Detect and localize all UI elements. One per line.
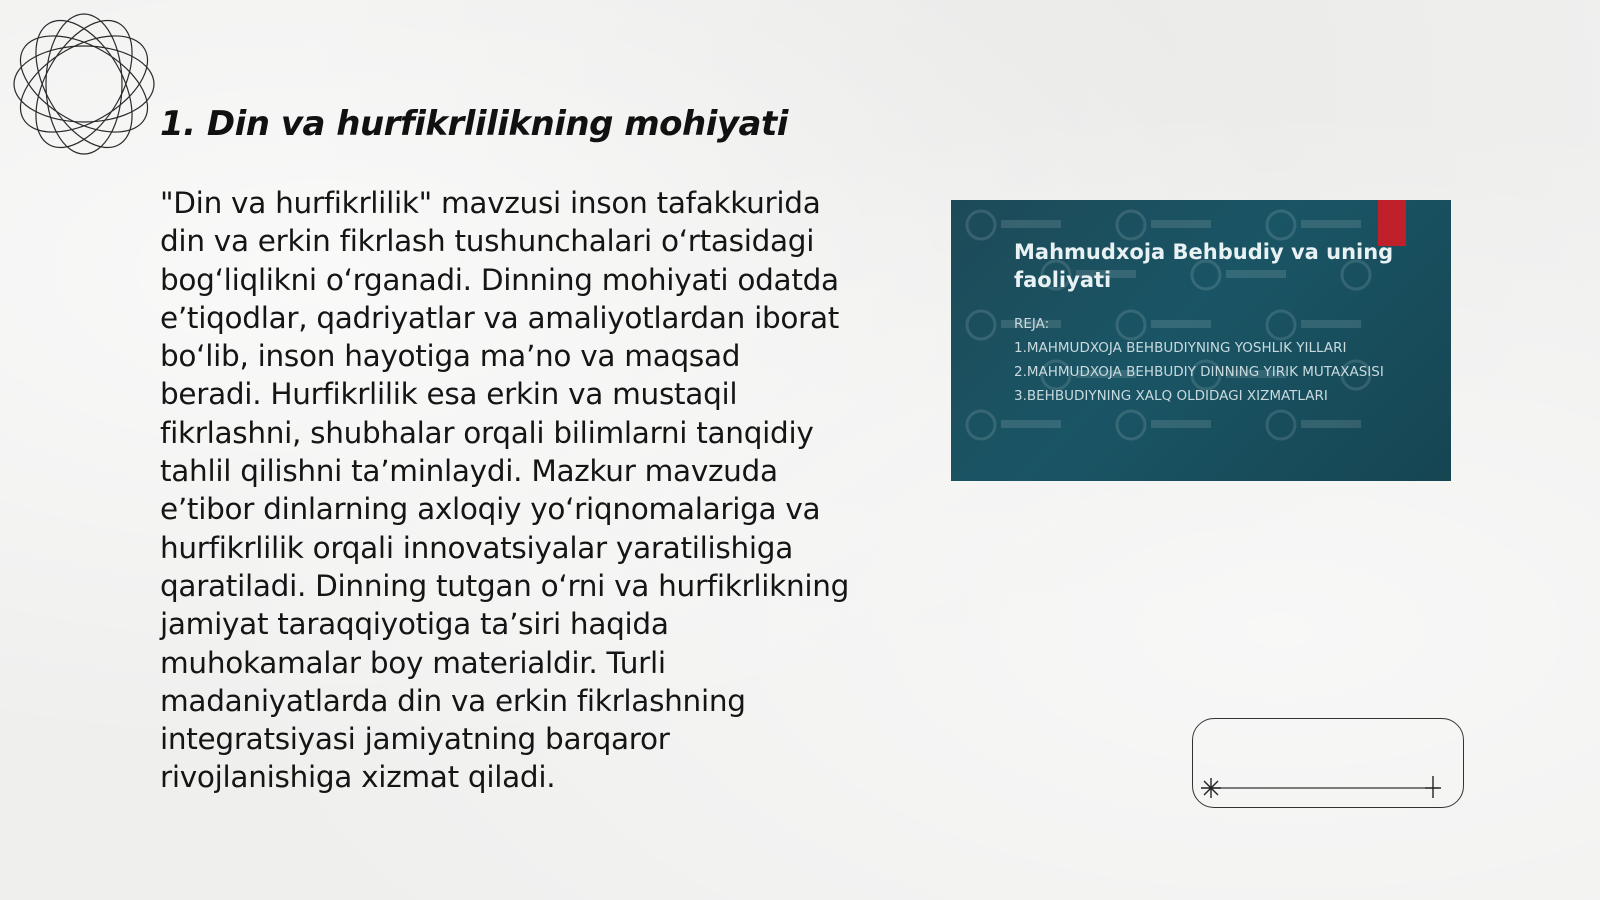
list-item: 2.MAHMUDXOJA BEHBUDIY DINNING YIRIK MUTAXASISI <box>1014 364 1384 380</box>
sparkle-icon <box>1201 778 1221 798</box>
list-item: 1.MAHMUDXOJA BEHBUDIYNING YOSHLIK YILLARI <box>1014 340 1347 356</box>
list-item: 3.BEHBUDIYNING XALQ OLDIDAGI XIZMATLARI <box>1014 388 1328 404</box>
circular-knot-icon <box>8 8 160 160</box>
embedded-slide-image <box>951 200 1451 481</box>
embedded-slide-list <box>1014 316 1394 412</box>
embedded-slide-title: Mahmudxoja Behbudiy va uning faoliyati <box>1014 240 1394 292</box>
list-item: REJA: <box>1014 316 1050 332</box>
body-paragraph: "Din va hurfikrlilik" mavzusi inson tafakkurida din va erkin fikrlash tushunchalari oʻrtasidagi bogʻliqlikni oʻrganadi. Dinning mohiyati odatda eʼtiqodlar, qadriyatlar va amaliyotlardan iborat boʻlib, inson hayotiga maʼno va maqsad beradi. Hurfikrlilik esa erkin va mustaqil fikrlashni, shubhalar orqali bilimlarni tanqidiy tahlil qilishni taʼminlaydi. Mazkur mavzuda eʼtibor dinlarning axloqiy yoʻriqnomalariga va hurfikrlilik orqali innovatsiyalar yaratilishiga qaratiladi. Dinning tutgan oʻrni va hurfikrlikning jamiyat taraqqiyotiga taʼsiri haqida muhokamalar boy materialdir. Turli madaniyatlarda din va erkin fikrlashning integratsiyasi jamiyatning barqaror rivojlanishiga xizmat qiladi. <box>160 186 850 795</box>
four-point-star-icon <box>1425 776 1441 798</box>
slide-title: 1. Din va hurfikrlilikning mohiyati <box>160 104 788 144</box>
decorative-line <box>1195 768 1445 798</box>
